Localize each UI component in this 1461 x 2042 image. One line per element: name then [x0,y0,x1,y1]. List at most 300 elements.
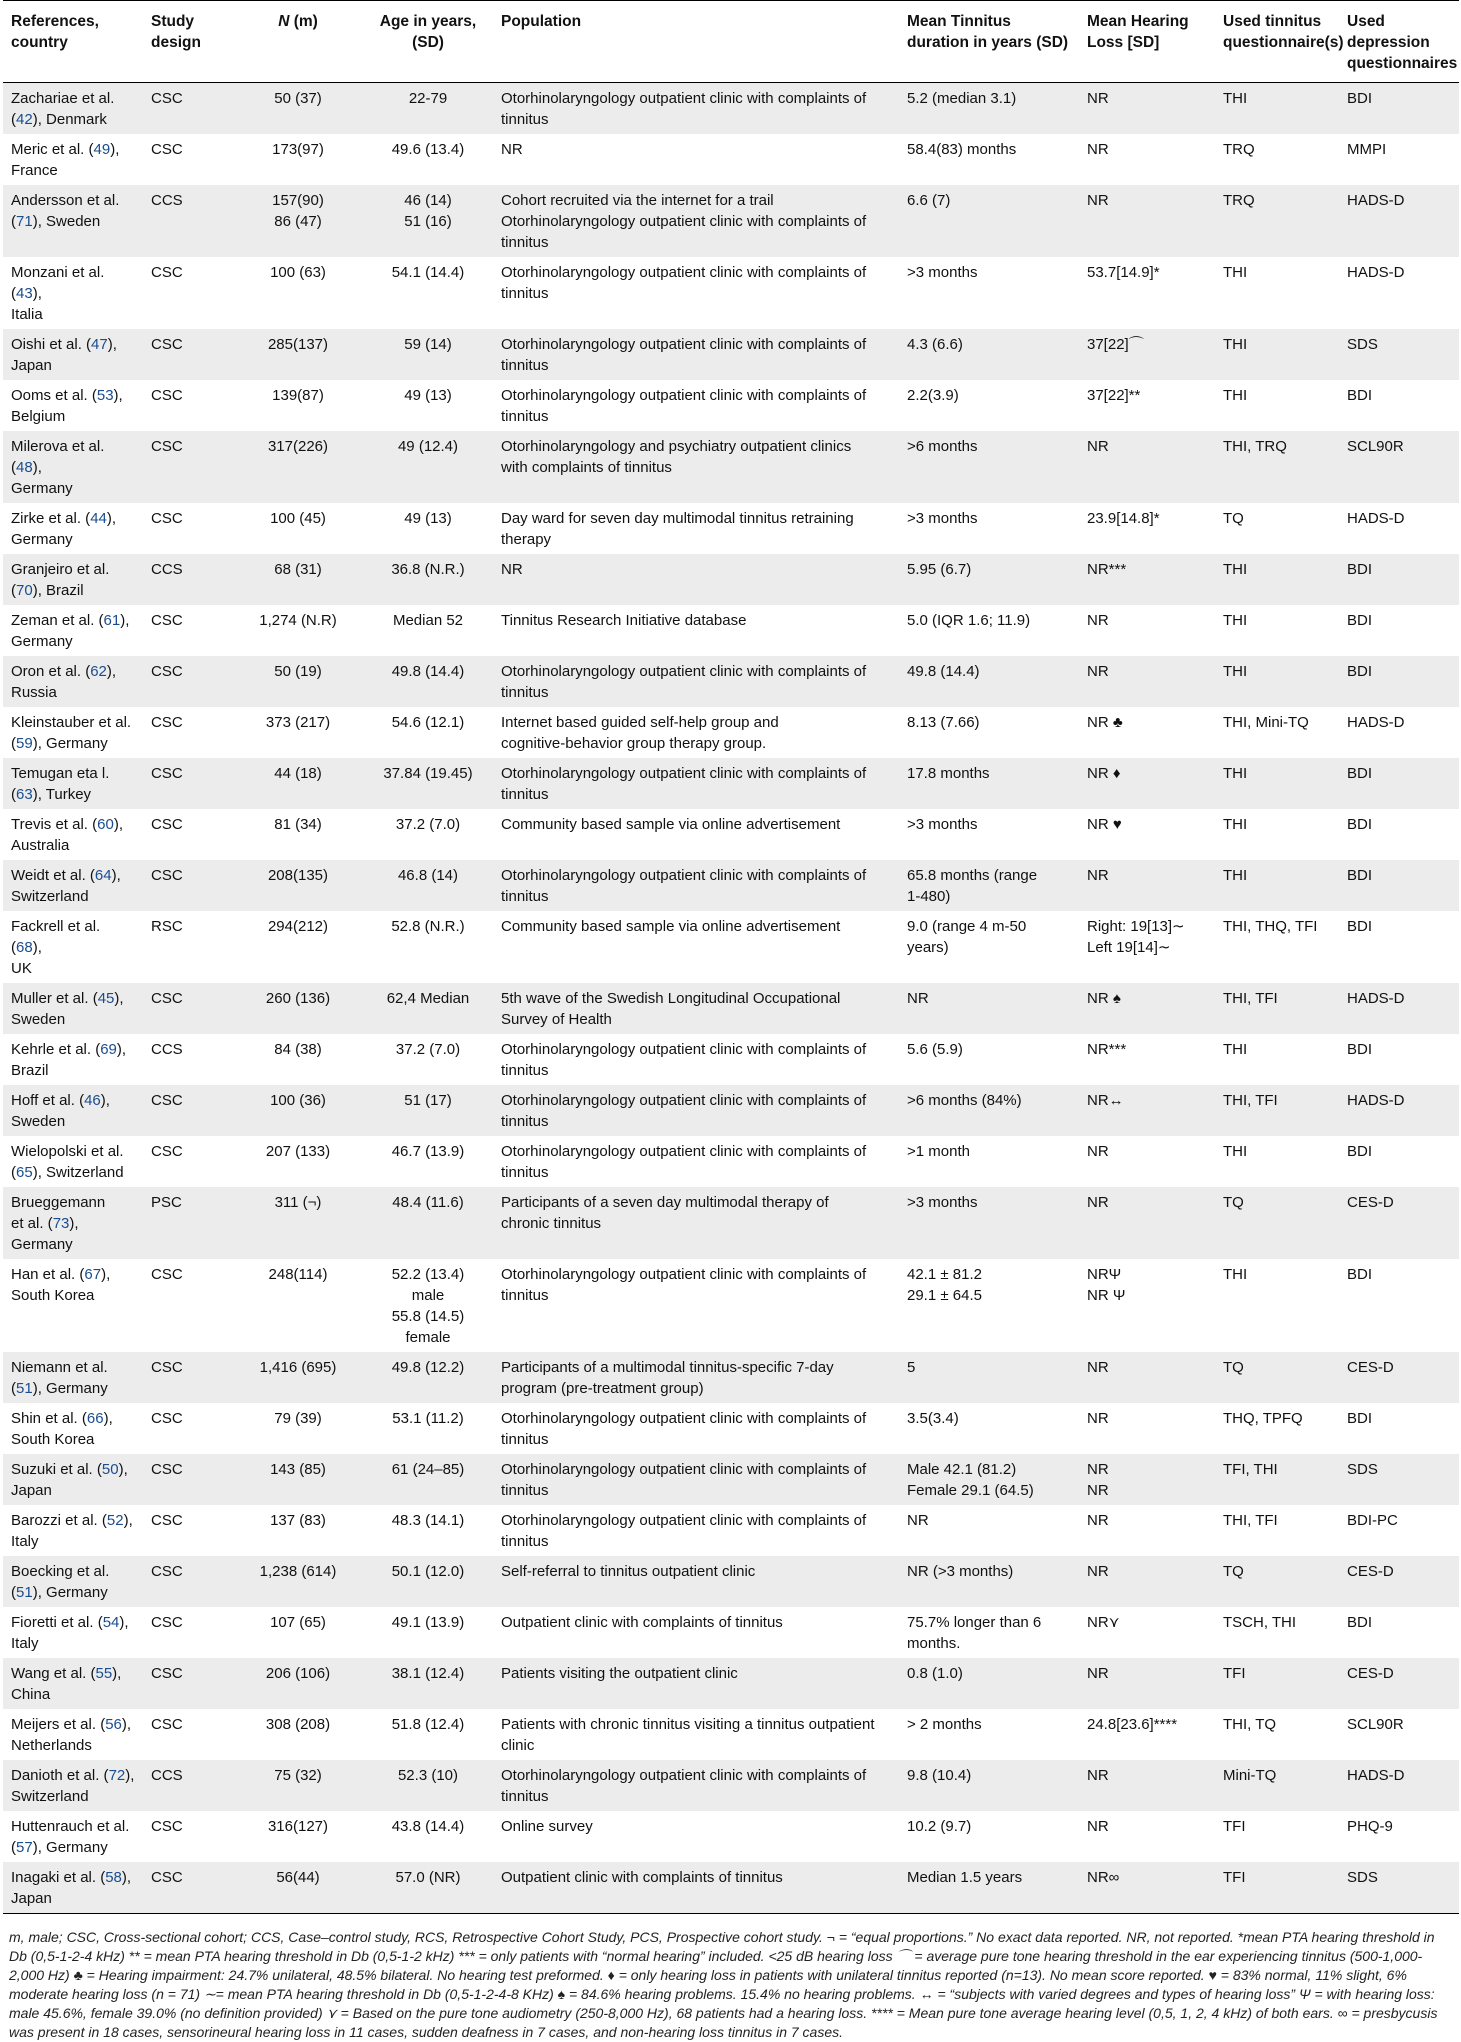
age-cell: 49.1 (13.9) [391,1614,465,1631]
citation-link[interactable]: 51 [16,1584,33,1601]
citation-link[interactable]: 60 [97,816,114,833]
citation-link[interactable]: 48 [16,459,33,476]
n-cell: 373 (217) [265,714,331,731]
table-row [3,257,1459,329]
citation-link[interactable]: 66 [86,1410,104,1427]
duration-cell: 2.2(3.9) [907,387,959,404]
design-cell: CSC [151,1266,183,1283]
citation-link[interactable]: 56 [105,1716,122,1733]
hearing-loss-cell: Right: 19[13]∼ Left 19[14]∼ [1087,918,1185,956]
depression-questionnaire-cell: BDI [1347,1266,1373,1283]
depression-questionnaire-cell: SCL90R [1347,1716,1404,1733]
hearing-loss-cell: 37[22]** [1087,387,1141,404]
n-cell: 206 (106) [265,1665,331,1682]
depression-questionnaire-cell: HADS-D [1347,1767,1405,1784]
table-row [3,1259,1459,1352]
hearing-loss-cell: NR [1087,192,1109,209]
reference-cell: Oishi et al. (47), Japan [11,336,117,374]
tinnitus-questionnaire-cell: TQ [1223,510,1244,527]
citation-link[interactable]: 54 [102,1614,120,1631]
citation-link[interactable]: 46 [84,1092,101,1109]
tinnitus-questionnaire-cell: THI [1223,561,1248,578]
n-cell: 68 (31) [274,561,322,578]
duration-cell: 5 [907,1359,916,1376]
population-cell: Patients visiting the outpatient clinic [501,1665,738,1682]
age-cell: 37.2 (7.0) [395,1041,461,1058]
population-cell: Tinnitus Research Initiative database [501,612,747,629]
tinnitus-questionnaire-cell: THI [1223,663,1248,680]
table-row [3,1352,1459,1403]
n-cell: 260 (136) [265,990,331,1007]
reference-cell: Trevis et al. (60), Australia [11,816,123,854]
table-row [3,1034,1459,1085]
design-cell: CSC [151,1512,183,1529]
tinnitus-questionnaire-cell: THI [1223,264,1248,281]
hearing-loss-cell: NR∞ [1087,1869,1120,1886]
tinnitus-questionnaire-cell: TQ [1223,1563,1244,1580]
citation-link[interactable]: 47 [91,336,108,353]
n-cell: 107 (65) [270,1614,326,1631]
hearing-loss-cell: NRΨ NR Ψ [1087,1266,1126,1304]
table-row [3,758,1459,809]
age-cell: 46.7 (13.9) [391,1143,465,1160]
population-cell: Otorhinolaryngology outpatient clinic with complaints of tinnitus [501,1767,867,1805]
tinnitus-questionnaire-cell: THI [1223,387,1248,404]
citation-link[interactable]: 69 [100,1041,117,1058]
table-row [3,1709,1459,1760]
duration-cell: 49.8 (14.4) [907,663,980,680]
design-cell: CSC [151,1092,183,1109]
citation-link[interactable]: 51 [16,1380,33,1397]
table-row [3,1760,1459,1811]
n-cell: 316(127) [267,1818,329,1835]
population-cell: Otorhinolaryngology outpatient clinic with complaints of tinnitus [501,663,867,701]
duration-cell: 8.13 (7.66) [907,714,980,731]
depression-questionnaire-cell: BDI [1347,90,1373,107]
citation-link[interactable]: 73 [52,1215,70,1232]
hearing-loss-cell: NR ♣ [1087,714,1123,731]
population-cell: Online survey [501,1818,593,1835]
study-characteristics-table-container [3,0,1459,2042]
reference-cell: Wielopolski et al. (65), Switzerland [11,1143,124,1181]
reference-cell: Zirke et al. (44), Germany [11,510,117,548]
population-cell: Community based sample via online advertisement [501,816,841,833]
table-body [3,83,1459,1914]
duration-cell: Median 1.5 years [907,1869,1023,1886]
reference-cell: Oron et al. (62), Russia [11,663,117,701]
depression-questionnaire-cell: BDI [1347,663,1373,680]
table-row [3,1811,1459,1862]
column-header-hearing-loss: Mean Hearing Loss [SD] [1087,13,1189,51]
age-cell: 51 (17) [404,1092,452,1109]
hearing-loss-cell: NR*** [1087,1041,1127,1058]
hearing-loss-cell: NR ♦ [1087,765,1121,782]
hearing-loss-cell: 24.8[23.6]**** [1087,1716,1178,1733]
design-cell: CSC [151,1716,183,1733]
age-cell: 43.8 (14.4) [391,1818,465,1835]
duration-cell: NR (>3 months) [907,1563,1014,1580]
depression-questionnaire-cell: BDI [1347,1143,1373,1160]
citation-link[interactable]: 62 [90,663,107,680]
design-cell: CSC [151,612,183,629]
hearing-loss-cell: NR⋎ [1087,1614,1120,1631]
n-cell: 294(212) [267,918,329,935]
citation-link[interactable]: 72 [108,1767,126,1784]
hearing-loss-cell: 23.9[14.8]* [1087,510,1160,527]
design-cell: CSC [151,387,183,404]
depression-questionnaire-cell: BDI [1347,816,1373,833]
n-cell: 207 (133) [265,1143,331,1160]
reference-cell: Milerova et al. (48), Germany [11,438,105,497]
reference-cell: Fackrell et al. (68), UK [11,918,101,977]
citation-link[interactable]: 71 [16,213,33,230]
depression-questionnaire-cell: SDS [1347,1869,1378,1886]
tinnitus-questionnaire-cell: THQ, TPFQ [1223,1410,1303,1427]
n-cell: 84 (38) [274,1041,322,1058]
table-row [3,1136,1459,1187]
citation-link[interactable]: 63 [16,786,33,803]
table-row [3,1403,1459,1454]
duration-cell: 4.3 (6.6) [907,336,963,353]
n-cell: 173(97) [272,141,324,158]
table-row [3,656,1459,707]
reference-cell: Meric et al. (49), France [11,141,120,179]
population-cell: Otorhinolaryngology outpatient clinic with complaints of tinnitus [501,336,867,374]
design-cell: CSC [151,1818,183,1835]
reference-cell: Wang et al. (55), China [11,1665,122,1703]
n-cell: 139(87) [272,387,324,404]
age-cell: 37.2 (7.0) [395,816,461,833]
depression-questionnaire-cell: BDI [1347,561,1373,578]
tinnitus-questionnaire-cell: THI [1223,1143,1248,1160]
citation-link[interactable]: 68 [16,939,33,956]
citation-link[interactable]: 55 [95,1665,113,1682]
reference-cell: Huttenrauch et al. (57), Germany [11,1818,130,1856]
hearing-loss-cell: NR NR [1087,1461,1109,1499]
duration-cell: > 2 months [907,1716,982,1733]
tinnitus-questionnaire-cell: THI [1223,1041,1248,1058]
citation-link[interactable]: 70 [16,582,33,599]
population-cell: Otorhinolaryngology and psychiatry outpatient clinics with complaints of tinnitus [501,438,852,476]
citation-link[interactable]: 43 [16,285,33,302]
table-row [3,329,1459,380]
table-row [3,1505,1459,1556]
population-cell: Otorhinolaryngology outpatient clinic with complaints of tinnitus [501,867,867,905]
n-cell: 311 (¬) [274,1194,322,1211]
tinnitus-questionnaire-cell: THI [1223,1266,1248,1283]
table-row [3,911,1459,983]
n-cell: 208(135) [267,867,329,884]
n-cell: 79 (39) [274,1410,322,1427]
design-cell: CSC [151,1359,183,1376]
design-cell: CSC [151,816,183,833]
tinnitus-questionnaire-cell: THI [1223,612,1248,629]
n-cell: 248(114) [268,1266,328,1283]
duration-cell: 0.8 (1.0) [907,1665,963,1682]
column-header-duration: Mean Tinnitus duration in years (SD) [907,13,1069,51]
depression-questionnaire-cell: CES-D [1347,1563,1394,1580]
citation-link[interactable]: 50 [101,1461,119,1478]
design-cell: CSC [151,1143,183,1160]
duration-cell: >3 months [907,264,978,281]
duration-cell: NR [907,1512,929,1529]
n-cell: 50 (37) [274,90,322,107]
age-cell: 51.8 (12.4) [391,1716,465,1733]
duration-cell: 17.8 months [907,765,990,782]
header-row [3,1,1459,83]
age-cell: 49 (13) [404,510,452,527]
table-row [3,1658,1459,1709]
reference-cell: Han et al. (67), South Korea [11,1266,111,1304]
depression-questionnaire-cell: PHQ-9 [1347,1818,1393,1835]
citation-link[interactable]: 42 [16,111,33,128]
population-cell: Participants of a seven day multimodal therapy of chronic tinnitus [501,1194,829,1232]
n-cell: 1,274 (N.R) [259,612,337,629]
hearing-loss-cell: NR [1087,612,1109,629]
n-cell: 81 (34) [274,816,322,833]
n-cell: 100 (63) [270,264,326,281]
depression-questionnaire-cell: CES-D [1347,1359,1394,1376]
reference-cell: Danioth et al. (72), Switzerland [11,1767,135,1805]
population-cell: NR [501,561,523,578]
depression-questionnaire-cell: CES-D [1347,1194,1394,1211]
design-cell: CSC [151,1869,183,1886]
reference-cell: Kleinstauber et al. (59), Germany [11,714,132,752]
duration-cell: 5.95 (6.7) [907,561,972,578]
citation-link[interactable]: 61 [103,612,121,629]
design-cell: CCS [151,561,183,578]
population-cell: Otorhinolaryngology outpatient clinic with complaints of tinnitus [501,90,867,128]
duration-cell: >3 months [907,510,978,527]
depression-questionnaire-cell: MMPI [1347,141,1387,158]
tinnitus-questionnaire-cell: THI, TFI [1223,990,1278,1007]
population-cell: Otorhinolaryngology outpatient clinic with complaints of tinnitus [501,1266,867,1304]
n-cell: 157(90) 86 (47) [272,192,324,230]
age-cell: 37.84 (19.45) [383,765,473,782]
tinnitus-questionnaire-cell: TFI [1223,1665,1246,1682]
design-cell: CSC [151,1461,183,1478]
table-row [3,983,1459,1034]
tinnitus-questionnaire-cell: THI [1223,90,1248,107]
population-cell: Community based sample via online advertisement [501,918,841,935]
table-row [3,1085,1459,1136]
reference-cell: Boecking et al. (51), Germany [11,1563,110,1601]
duration-cell: 6.6 (7) [907,192,951,209]
age-cell: Median 52 [392,612,464,629]
tinnitus-questionnaire-cell: THI, TFI [1223,1512,1278,1529]
hearing-loss-cell: NR [1087,1194,1109,1211]
hearing-loss-cell: NR [1087,141,1109,158]
table-row [3,605,1459,656]
duration-cell: >3 months [907,816,978,833]
population-cell: Participants of a multimodal tinnitus-specific 7-day program (pre-treatment group) [501,1359,834,1397]
population-cell: Otorhinolaryngology outpatient clinic with complaints of tinnitus [501,1461,867,1499]
reference-cell: Temugan eta l. (63), Turkey [11,765,110,803]
age-cell: 49 (12.4) [397,438,459,455]
citation-link[interactable]: 59 [16,735,33,752]
depression-questionnaire-cell: HADS-D [1347,510,1405,527]
age-cell: 61 (24–85) [391,1461,465,1478]
depression-questionnaire-cell: BDI [1347,1614,1373,1631]
design-cell: CSC [151,90,183,107]
tinnitus-questionnaire-cell: THI, TQ [1223,1716,1277,1733]
duration-cell: >6 months (84%) [907,1092,1022,1109]
hearing-loss-cell: NR [1087,1143,1109,1160]
design-cell: CCS [151,192,183,209]
n-cell: 1,416 (695) [259,1359,337,1376]
hearing-loss-cell: 53.7[14.9]* [1087,264,1160,281]
n-cell: 56(44) [276,1869,320,1886]
reference-cell: Andersson et al. (71), Sweden [11,192,120,230]
depression-questionnaire-cell: BDI [1347,918,1373,935]
age-cell: 52.3 (10) [397,1767,459,1784]
table-row [3,431,1459,503]
hearing-loss-cell: NR↔ [1087,1092,1124,1109]
citation-link[interactable]: 52 [106,1512,124,1529]
reference-cell: Niemann et al. (51), Germany [11,1359,108,1397]
table-footnote: m, male; CSC, Cross-sectional cohort; CCS, Case–control study, RCS, Retrospective Cohort Study, PCS, Prospective cohort study. ¬ = “equal proportions.” No exact data reported. NR, not reported. *mean PTA hearing threshold in Db (0,5-1-2-4 kHz) ** = mean PTA hearing threshold in Db (0,5-1-2 kHz) *** = only patients with “normal hearing” included. <25 dB hearing loss ⌒ = average pure tone hearing threshold in the ear experiencing tinnitus (500-1,000-2,000 Hz) ♣ = Hearing impairment: 24.7% unilateral, 48.5% bilateral. No hearing test preformed. ♦ = only hearing loss in patients with unilateral tinnitus reported (n=13). No mean score reported. ♥ = 83% normal, 11% slight, 6% moderate hearing loss (n = 71) ∼= mean PTA hearing threshold in Db (0,5-1-2-4-8 KHz) ♠ = 84.6% hearing problems. 15.4% no hearing problems. ↔ = “subjects with varied degrees and types of hearing loss” Ψ = with hearing loss: male 45.6%, female 39.0% (no definition provided) ⋎ = Based on the pure tone audiometry (250-8,000 Hz), 68 patients had a hearing loss. **** = Mean pure tone average hearing level (0,5, 1, 2, 4 kHz) of both ears. ∞ = presbycusis was present in 18 cases, sensorineural hearing loss in 11 cases, sudden deafness in 7 cases, and non-hearing loss tinnitus in 7 cases. [9,1929,1438,2040]
tinnitus-questionnaire-cell: TRQ [1223,141,1255,158]
hearing-loss-cell: NR*** [1087,561,1127,578]
tinnitus-questionnaire-cell: THI [1223,816,1248,833]
duration-cell: 10.2 (9.7) [907,1818,972,1835]
depression-questionnaire-cell: HADS-D [1347,714,1405,731]
design-cell: CSC [151,264,183,281]
tinnitus-questionnaire-cell: THI [1223,336,1248,353]
n-cell: 285(137) [267,336,329,353]
tinnitus-questionnaire-cell: TFI [1223,1869,1246,1886]
age-cell: 62,4 Median [386,990,470,1007]
depression-questionnaire-cell: BDI-PC [1347,1512,1398,1529]
age-cell: 22-79 [408,90,448,107]
age-cell: 52.8 (N.R.) [391,918,465,935]
table-row [3,809,1459,860]
duration-cell: 58.4(83) months [907,141,1017,158]
design-cell: CSC [151,336,183,353]
reference-cell: Ooms et al. (53), Belgium [11,387,123,425]
design-cell: CSC [151,867,183,884]
column-header-design: Study design [151,13,201,51]
citation-link[interactable]: 58 [105,1869,122,1886]
population-cell: Otorhinolaryngology outpatient clinic with complaints of tinnitus [501,387,867,425]
age-cell: 48.4 (11.6) [392,1194,464,1211]
age-cell: 54.6 (12.1) [391,714,465,731]
study-characteristics-table [3,0,1459,1914]
reference-cell: Fioretti et al. (54), Italy [11,1614,129,1652]
reference-cell: Shin et al. (66), South Korea [11,1410,113,1448]
depression-questionnaire-cell: CES-D [1347,1665,1394,1682]
column-header-tinnitus-questionnaire: Used tinnitus questionnaire(s) [1223,13,1344,51]
age-cell: 46 (14) 51 (16) [404,192,452,230]
hearing-loss-cell: NR [1087,1818,1109,1835]
duration-cell: >6 months [907,438,978,455]
population-cell: Otorhinolaryngology outpatient clinic with complaints of tinnitus [501,1143,867,1181]
depression-questionnaire-cell: BDI [1347,765,1373,782]
age-cell: 36.8 (N.R.) [391,561,465,578]
duration-cell: 75.7% longer than 6 months. [907,1614,1042,1652]
reference-cell: Zeman et al. (61), Germany [11,612,130,650]
hearing-loss-cell: NR [1087,1359,1109,1376]
design-cell: CSC [151,663,183,680]
hearing-loss-cell: NR [1087,1512,1109,1529]
population-cell: Otorhinolaryngology outpatient clinic with complaints of tinnitus [501,1041,867,1079]
citation-link[interactable]: 64 [94,867,112,884]
population-cell: Patients with chronic tinnitus visiting a tinnitus outpatient clinic [501,1716,875,1754]
reference-cell: Barozzi et al. (52), Italy [11,1512,133,1550]
citation-link[interactable]: 65 [16,1164,33,1181]
table-row [3,185,1459,257]
n-cell: 44 (18) [274,765,322,782]
reference-cell: Zachariae et al. (42), Denmark [11,90,115,128]
table-row [3,1607,1459,1658]
reference-cell: Brueggemann et al. (73), Germany [11,1194,106,1253]
hearing-loss-cell: NR ♥ [1087,816,1122,833]
design-cell: CSC [151,510,183,527]
age-cell: 49.6 (13.4) [391,141,465,158]
tinnitus-questionnaire-cell: TRQ [1223,192,1255,209]
population-cell: Cohort recruited via the internet for a trail Otorhinolaryngology outpatient clinic with complaints of tinnitus [501,192,867,251]
table-row [3,134,1459,185]
population-cell: Internet based guided self-help group and cognitive-behavior group therapy group. [501,714,779,752]
age-cell: 54.1 (14.4) [391,264,465,281]
citation-link[interactable]: 44 [90,510,107,527]
age-cell: 57.0 (NR) [395,1869,461,1886]
tinnitus-questionnaire-cell: THI, TFI [1223,1092,1278,1109]
depression-questionnaire-cell: HADS-D [1347,1092,1405,1109]
age-cell: 49.8 (14.4) [391,663,465,680]
hearing-loss-cell: NR [1087,867,1109,884]
population-cell: 5th wave of the Swedish Longitudinal Occupational Survey of Health [501,990,841,1028]
tinnitus-questionnaire-cell: TQ [1223,1194,1244,1211]
tinnitus-questionnaire-cell: THI, Mini-TQ [1223,714,1309,731]
table-row [3,554,1459,605]
design-cell: CCS [151,1767,183,1784]
age-cell: 50.1 (12.0) [391,1563,465,1580]
population-cell: Otorhinolaryngology outpatient clinic with complaints of tinnitus [501,765,867,803]
n-cell: 1,238 (614) [259,1563,337,1580]
n-cell: 75 (32) [274,1767,322,1784]
reference-cell: Kehrle et al. (69), Brazil [11,1041,127,1079]
population-cell: Outpatient clinic with complaints of tinnitus [501,1614,783,1631]
tinnitus-questionnaire-cell: Mini-TQ [1223,1767,1277,1784]
age-cell: 48.3 (14.1) [391,1512,465,1529]
hearing-loss-cell: NR [1087,90,1109,107]
depression-questionnaire-cell: BDI [1347,612,1373,629]
duration-cell: 3.5(3.4) [907,1410,959,1427]
depression-questionnaire-cell: BDI [1347,387,1373,404]
citation-link[interactable]: 67 [84,1266,102,1283]
design-cell: CSC [151,1614,183,1631]
age-cell: 49 (13) [404,387,452,404]
hearing-loss-cell: NR [1087,1410,1109,1427]
citation-link[interactable]: 45 [97,990,115,1007]
n-cell: 100 (45) [270,510,326,527]
citation-link[interactable]: 57 [16,1839,33,1856]
population-cell: Self-referral to tinnitus outpatient clinic [501,1563,756,1580]
reference-cell: Suzuki et al. (50), Japan [11,1461,128,1499]
depression-questionnaire-cell: SDS [1347,1461,1378,1478]
depression-questionnaire-cell: SCL90R [1347,438,1404,455]
design-cell: CSC [151,714,183,731]
table-row [3,860,1459,911]
citation-link[interactable]: 53 [96,387,114,404]
design-cell: CSC [151,990,183,1007]
depression-questionnaire-cell: HADS-D [1347,192,1405,209]
n-cell: 137 (83) [270,1512,326,1529]
column-header-reference: References, country [11,13,99,51]
citation-link[interactable]: 49 [93,141,111,158]
age-cell: 46.8 (14) [397,867,459,884]
